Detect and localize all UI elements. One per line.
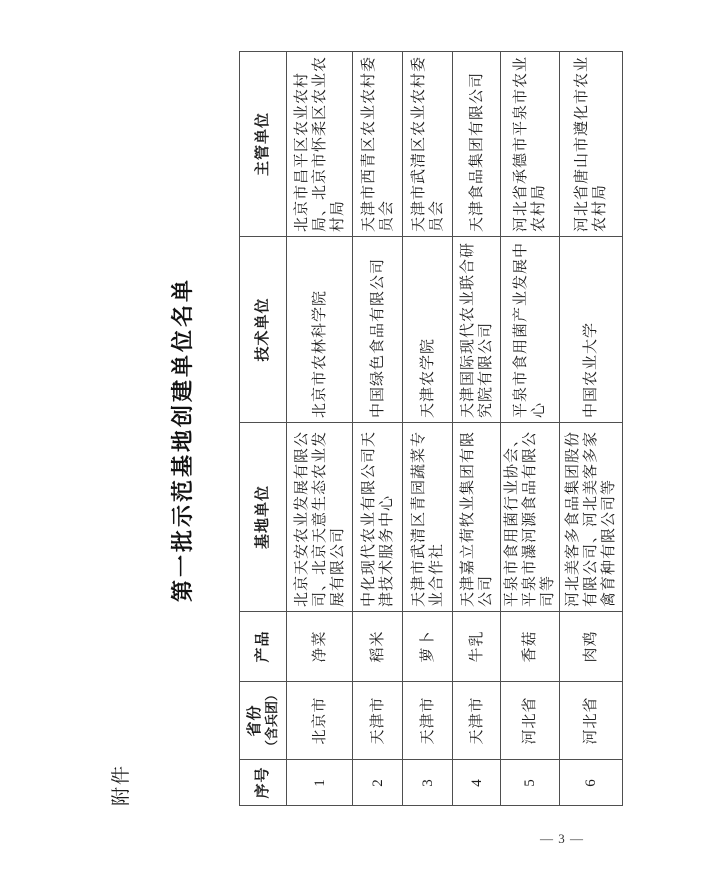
- cell-product: 香菇: [501, 612, 560, 682]
- cell-base-unit: 天津嘉立荷牧业集团有限公司: [453, 423, 501, 612]
- cell-province: 天津市: [353, 682, 403, 760]
- cell-product: 净菜: [287, 612, 353, 682]
- cell-base-unit: 河北美客多食品集团股份有限公司、河北美客多家禽育种有限公司等: [560, 423, 623, 612]
- cell-product: 牛乳: [453, 612, 501, 682]
- cell-tech-unit: 中国绿色食品有限公司: [353, 237, 403, 423]
- cell-supervisor-unit: 北京市昌平区农业农村局、北京市怀柔区农业农村局: [287, 52, 353, 237]
- cell-tech-unit: 天津国际现代农业联合研究院有限公司: [453, 237, 501, 423]
- cell-base-unit: 北京天安农业发展有限公司、北京天意生态农业发展有限公司: [287, 423, 353, 612]
- cell-index: 4: [453, 760, 501, 806]
- header-product: 产品: [240, 612, 287, 682]
- header-index: 序号: [240, 760, 287, 806]
- cell-tech-unit: 平泉市食用菌产业发展中心: [501, 237, 560, 423]
- cell-province: 河北省: [501, 682, 560, 760]
- cell-index: 6: [560, 760, 623, 806]
- cell-index: 5: [501, 760, 560, 806]
- header-base-unit: 基地单位: [240, 423, 287, 612]
- header-province-line1: 省份: [246, 704, 263, 737]
- cell-product: 稻米: [353, 612, 403, 682]
- cell-supervisor-unit: 天津食品集团有限公司: [453, 52, 501, 237]
- attachment-label: 附件: [111, 763, 132, 806]
- cell-base-unit: 天津市武清区青园蔬菜专业合作社: [403, 423, 453, 612]
- cell-supervisor-unit: 天津市西青区农业农村委员会: [353, 52, 403, 237]
- cell-index: 2: [353, 760, 403, 806]
- cell-province: 天津市: [453, 682, 501, 760]
- cell-base-unit: 平泉市食用菌行业协会、平泉市瀑河源食品有限公司等: [501, 423, 560, 612]
- cell-index: 3: [403, 760, 453, 806]
- table-row: [560, 52, 623, 806]
- cell-province: 北京市: [287, 682, 353, 760]
- header-province: [240, 682, 287, 760]
- demonstration-base-table: [239, 51, 623, 806]
- cell-tech-unit: 中国农业大学: [560, 237, 623, 423]
- page-title: 第一批示范基地创建单位名单: [170, 277, 195, 603]
- header-tech-unit: 技术单位: [240, 237, 287, 423]
- cell-supervisor-unit: 河北省唐山市遵化市农业农村局: [560, 52, 623, 237]
- header-province-line2: （含兵团）: [264, 688, 279, 754]
- table-row: [453, 52, 501, 806]
- table-row: [287, 52, 353, 806]
- page-number: — 3 —: [540, 831, 584, 846]
- table-header-row: [240, 52, 287, 806]
- cell-province: 天津市: [403, 682, 453, 760]
- cell-product: 肉鸡: [560, 612, 623, 682]
- cell-supervisor-unit: 天津市武清区农业农村委员会: [403, 52, 453, 237]
- cell-province: 河北省: [560, 682, 623, 760]
- cell-tech-unit: 北京市农林科学院: [287, 237, 353, 423]
- cell-base-unit: 中化现代农业有限公司天津技术服务中心: [353, 423, 403, 612]
- table-row: [403, 52, 453, 806]
- cell-supervisor-unit: 河北省承德市平泉市农业农村局: [501, 52, 560, 237]
- table-row: [353, 52, 403, 806]
- cell-product: 萝卜: [403, 612, 453, 682]
- cell-tech-unit: 天津农学院: [403, 237, 453, 423]
- cell-index: 1: [287, 760, 353, 806]
- table-row: [501, 52, 560, 806]
- header-supervisor-unit: 主管单位: [240, 52, 287, 237]
